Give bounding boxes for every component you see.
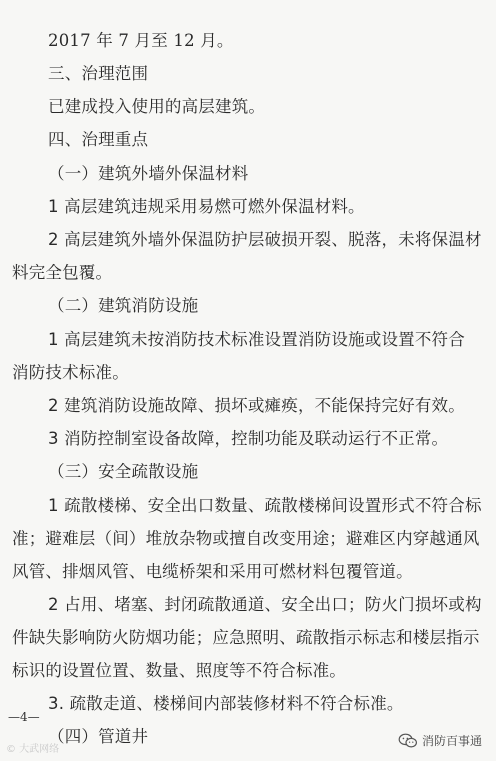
text-line-19: 件缺失影响防火防烟功能；应急照明、疏散指示标志和楼层指示 [12, 628, 480, 647]
subsection-heading-3: （三）安全疏散设施 [48, 462, 199, 481]
account-watermark [398, 732, 482, 749]
subsection-heading-2: （二）建筑消防设施 [48, 296, 199, 315]
page-number: —4— [8, 710, 40, 724]
text-line-17: 风管、排烟风管、电缆桥架和采用可燃材料包覆管道。 [12, 562, 413, 581]
text-line-7: 2 高层建筑外墙外保温防护层破损开裂、脱落，未将保温材 [48, 230, 482, 249]
text-line-10: 1 高层建筑未按消防技术标准设置消防设施或设置不符合 [48, 330, 465, 349]
text-line-18: 2 占用、堵塞、封闭疏散通道、安全出口；防火门损坏或构 [48, 595, 482, 614]
text-line-21: 3. 疏散走道、楼梯间内部装修材料不符合标准。 [48, 694, 404, 713]
text-line-8: 料完全包覆。 [12, 263, 113, 282]
text-line-15: 1 疏散楼梯、安全出口数量、疏散楼梯间设置形式不符合标 [48, 496, 482, 515]
text-line-3: 已建成投入使用的高层建筑。 [48, 97, 266, 116]
text-line-20: 标识的设置位置、数量、照度等不符合标准。 [12, 661, 346, 680]
text-line-1: 2017 年 7 月至 12 月。 [48, 31, 234, 50]
text-line-12: 2 建筑消防设施故障、损坏或瘫痪，不能保持完好有效。 [48, 396, 465, 415]
text-line-11: 消防技术标准。 [12, 363, 129, 382]
account-name: 消防百事通 [422, 734, 483, 748]
subsection-heading-4: （四）管道井 [48, 727, 149, 746]
subsection-heading-1: （一）建筑外墙外保温材料 [48, 164, 249, 183]
text-line-13: 3 消防控制室设备故障，控制功能及联动运行不正常。 [48, 429, 449, 448]
text-line-6: 1 高层建筑违规采用易燃可燃外保温材料。 [48, 197, 365, 216]
section-heading-4: 四、治理重点 [48, 130, 149, 149]
text-line-16: 准；避难层（间）堆放杂物或擅自改变用途；避难区内穿越通风 [12, 529, 480, 548]
section-heading-3: 三、治理范围 [48, 64, 149, 83]
wechat-icon [398, 733, 418, 749]
watermark-left: © 大武网络 [6, 744, 60, 755]
